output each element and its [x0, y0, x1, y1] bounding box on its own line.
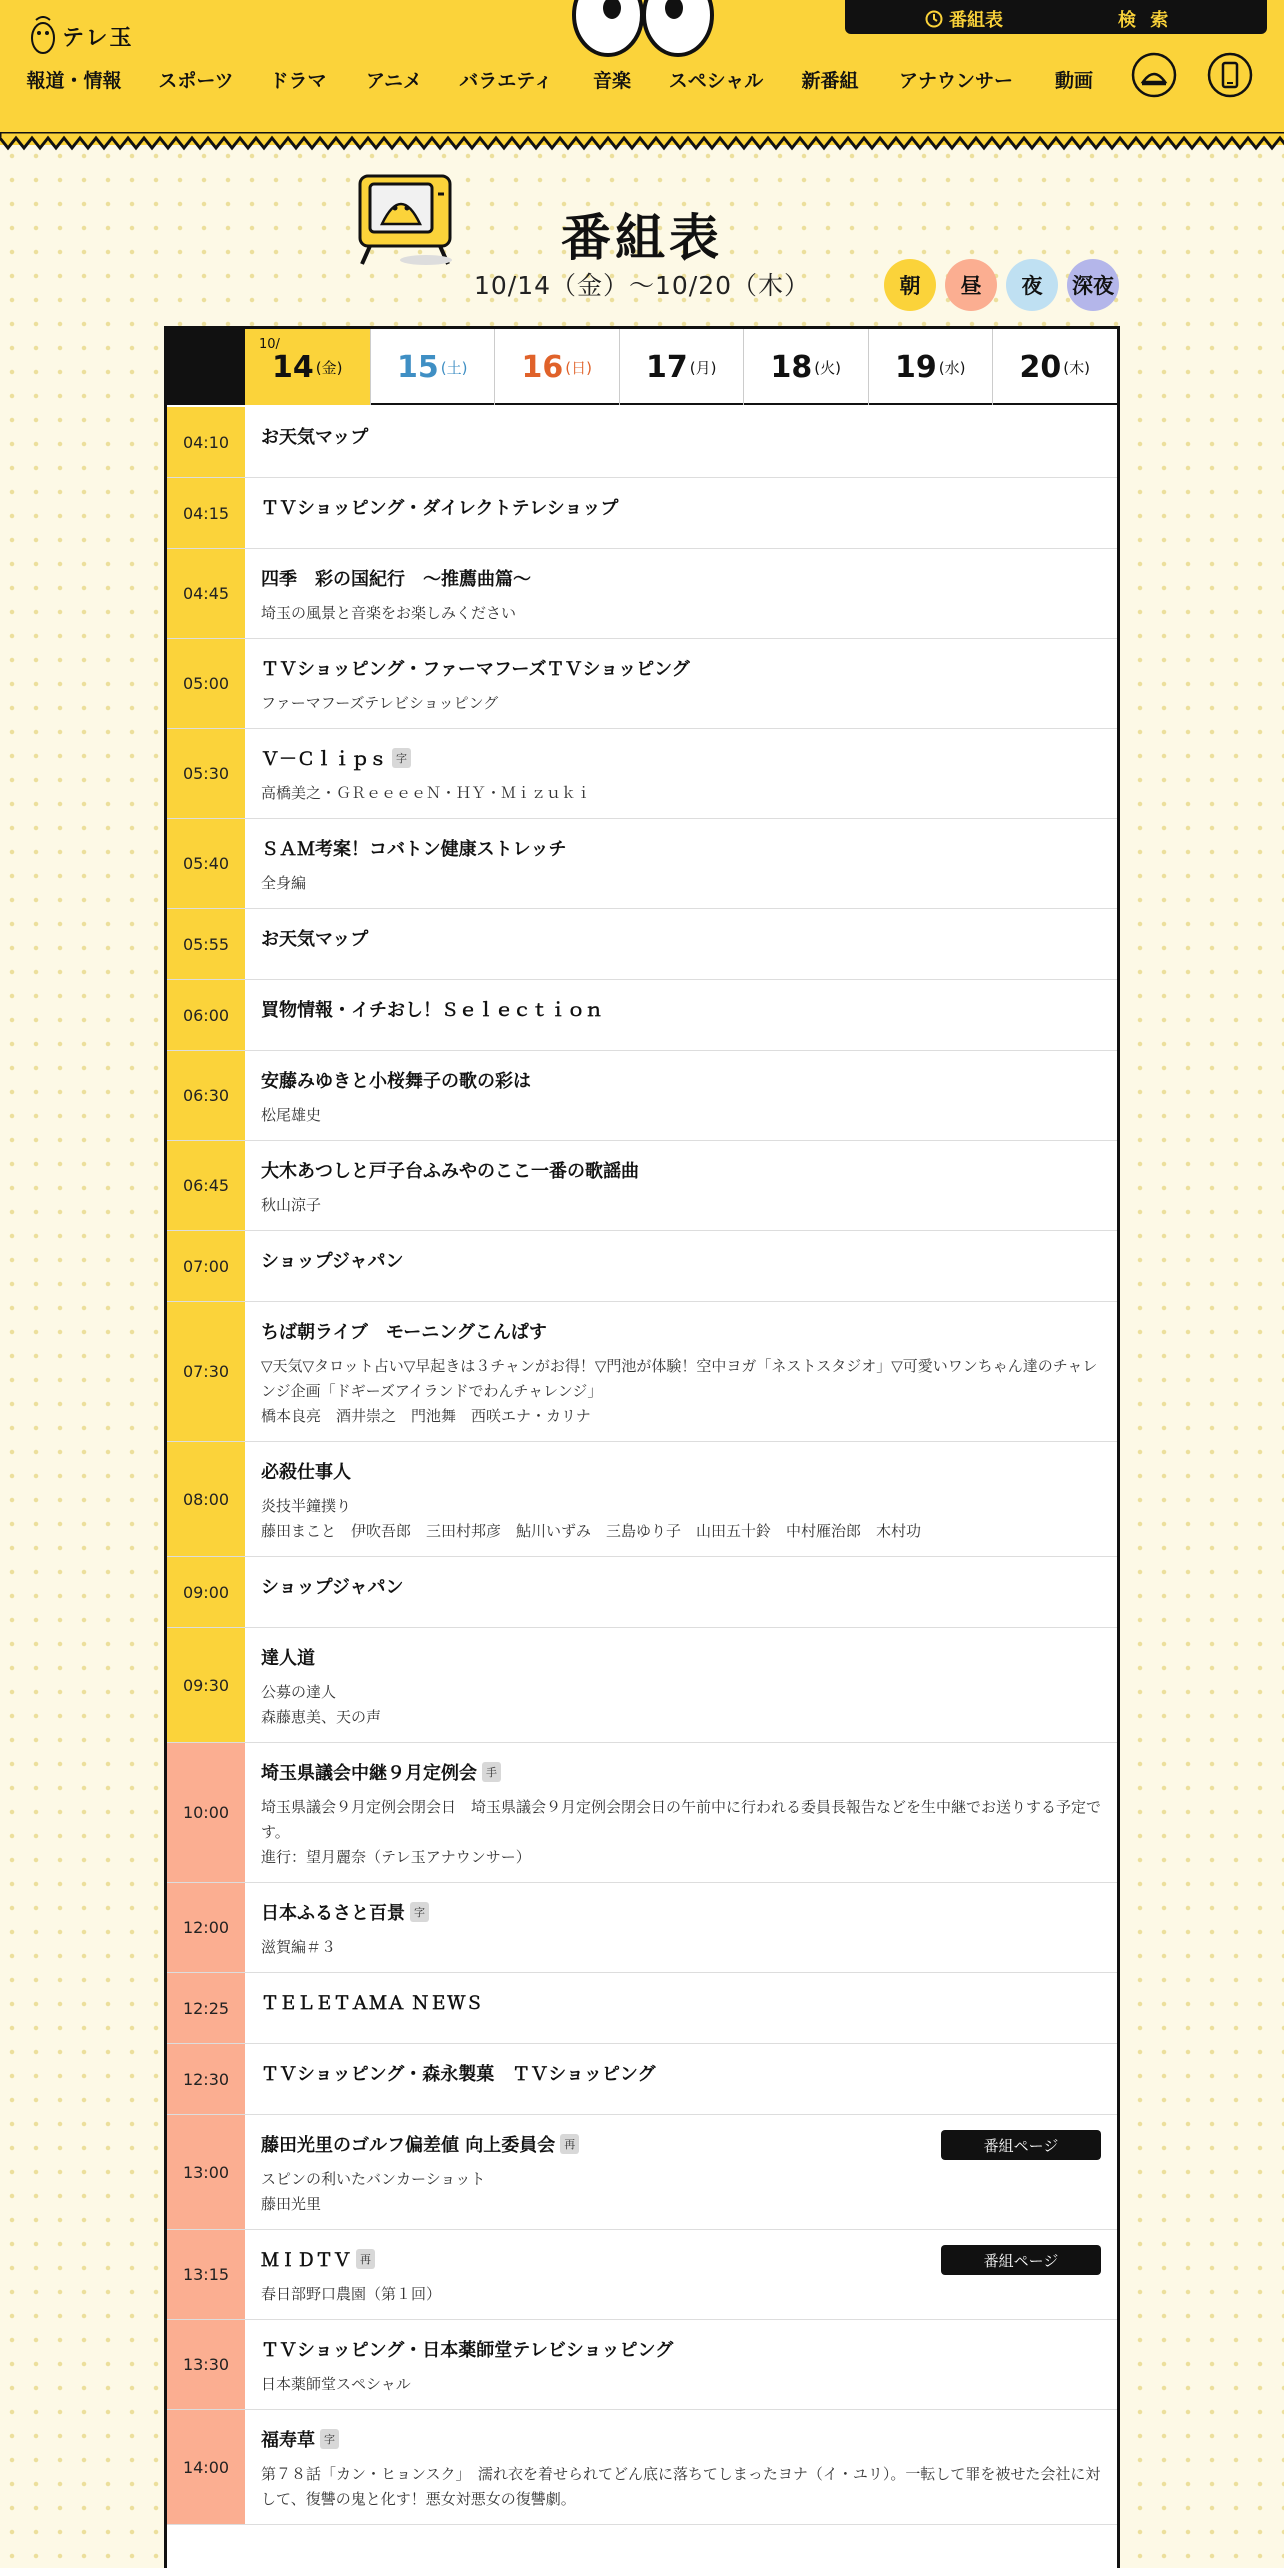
- day-tab-date: 14: [272, 349, 314, 385]
- program-row[interactable]: [167, 407, 1117, 478]
- program-info: [245, 2044, 1117, 2114]
- program-row[interactable]: [167, 1743, 1117, 1883]
- nav-item[interactable]: アナウンサー: [898, 70, 1014, 92]
- program-badge: 再: [560, 2134, 579, 2154]
- program-info: [245, 1883, 1117, 1972]
- day-tab[interactable]: [245, 329, 370, 405]
- program-title[interactable]: お天気マップ: [261, 929, 369, 950]
- day-tab[interactable]: [494, 329, 619, 405]
- program-time: 08:00: [167, 1442, 245, 1556]
- program-time: 05:55: [167, 909, 245, 979]
- program-description: [261, 691, 1101, 716]
- program-title[interactable]: 埼玉県議会中継９月定例会: [261, 1763, 477, 1784]
- program-title[interactable]: 達人道: [261, 1648, 315, 1669]
- page-title: 番組表: [561, 209, 723, 267]
- evening-filter-button[interactable]: [1006, 259, 1058, 311]
- program-time: 12:30: [167, 2044, 245, 2114]
- program-description: [261, 1193, 1101, 1218]
- program-description: [261, 601, 1101, 626]
- mascot-eyes-icon: [568, 0, 718, 60]
- nav-item[interactable]: スポーツ: [158, 70, 234, 92]
- program-time: 12:00: [167, 1883, 245, 1972]
- program-page-button[interactable]: 番組ページ: [941, 2245, 1101, 2275]
- day-tab-weekday: (木): [1063, 358, 1090, 377]
- program-row[interactable]: [167, 2320, 1117, 2410]
- program-row[interactable]: [167, 639, 1117, 729]
- program-time: 05:30: [167, 729, 245, 818]
- day-tab[interactable]: [743, 329, 868, 405]
- program-time: 04:10: [167, 407, 245, 477]
- program-title-line: [261, 1644, 1101, 1670]
- program-time: 07:00: [167, 1231, 245, 1301]
- program-title[interactable]: 大木あつしと戸子台ふみやのここ一番の歌謡曲: [261, 1161, 639, 1182]
- program-title-line: [261, 925, 1101, 951]
- program-description-line: 藤田まこと 伊吹吾郎 三田村邦彦 鮎川いずみ 三島ゆり子 山田五十鈴 中村雁治郎 木村功: [261, 1522, 922, 1540]
- day-tab-date: 19: [895, 349, 937, 385]
- program-row[interactable]: [167, 1231, 1117, 1302]
- program-row[interactable]: [167, 1141, 1117, 1231]
- program-row[interactable]: [167, 819, 1117, 909]
- program-info: [245, 2320, 1117, 2409]
- program-description-line: 橋本良亮 酒井崇之 門池舞 西咲エナ・カリナ: [261, 1407, 591, 1425]
- program-title[interactable]: 四季 彩の国紀行 ～推薦曲篇～: [261, 569, 531, 590]
- program-title[interactable]: ＳＡＭ考案！コバトン健康ストレッチ: [261, 839, 567, 860]
- program-title-line: [261, 996, 1101, 1022]
- logo-text: テレ玉: [62, 25, 134, 51]
- day-tabs: [167, 329, 1117, 405]
- program-title[interactable]: ＴＶショッピング・森永製菓 ＴＶショッピング: [261, 2064, 656, 2085]
- teletama-station-icon[interactable]: [1131, 52, 1177, 98]
- filter-label: 深夜: [1072, 274, 1114, 298]
- program-info: [245, 407, 1117, 477]
- program-description-line: 全身編: [261, 874, 307, 892]
- app-icon[interactable]: [1207, 52, 1253, 98]
- day-tab-weekday: (水): [938, 358, 966, 377]
- program-description: [261, 1795, 1101, 1870]
- program-description: [261, 781, 1101, 806]
- day-tab-month: 10/: [259, 337, 280, 352]
- program-title[interactable]: ＴＶショッピング・ファーマフーズＴＶショッピング: [261, 659, 690, 680]
- program-title[interactable]: ＴＶショッピング・ダイレクトテレショップ: [261, 498, 619, 519]
- program-info: [245, 1231, 1117, 1301]
- program-badge: 字: [392, 748, 411, 768]
- program-info: [245, 1743, 1117, 1882]
- program-info: [245, 1628, 1117, 1742]
- program-title[interactable]: 藤田光里のゴルフ偏差値 向上委員会: [261, 2135, 556, 2156]
- program-row[interactable]: [167, 478, 1117, 549]
- program-description-line: スピンの利いたバンカーショット: [261, 2170, 486, 2188]
- morning-filter-button[interactable]: [884, 259, 936, 311]
- program-description-line: ファーマフーズテレビショッピング: [261, 694, 499, 712]
- program-row[interactable]: [167, 1302, 1117, 1442]
- program-info: [245, 1051, 1117, 1140]
- program-info: [245, 2410, 1117, 2524]
- program-info: [245, 1973, 1117, 2043]
- program-description-line: 進行：望月麗奈（テレ玉アナウンサー）: [261, 1848, 531, 1866]
- program-description: [261, 2282, 1101, 2307]
- program-description: [261, 2372, 1101, 2397]
- program-info: [245, 1141, 1117, 1230]
- program-title[interactable]: Ｖ－Ｃｌｉｐｓ: [261, 749, 387, 770]
- main-nav: [0, 62, 1284, 102]
- program-row[interactable]: [167, 909, 1117, 980]
- program-title-line: [261, 2426, 1101, 2452]
- program-title-line: [261, 835, 1101, 861]
- program-title-line: [261, 1458, 1101, 1484]
- date-range: 10/14（金）〜10/20（木）: [473, 271, 811, 300]
- program-title[interactable]: ショップジャパン: [261, 1577, 404, 1598]
- program-row[interactable]: [167, 1557, 1117, 1628]
- program-description-line: 公募の達人: [261, 1683, 337, 1701]
- day-tab-weekday: (金): [315, 358, 343, 377]
- program-title[interactable]: ＴＥＬＥＴＡＭＡ ＮＥＷＳ: [261, 1993, 484, 2014]
- daytime-filter-button[interactable]: [945, 259, 997, 311]
- program-description-line: 森藤恵美、天の声: [261, 1708, 382, 1726]
- program-row[interactable]: [167, 980, 1117, 1051]
- day-tab[interactable]: [370, 329, 495, 405]
- program-title[interactable]: ＭＩＤＴＶ: [261, 2250, 351, 2271]
- program-schedule: [164, 326, 1120, 2568]
- program-time: 14:00: [167, 2410, 245, 2524]
- day-tab-weekday: (月): [689, 358, 717, 377]
- program-title-line: [261, 1067, 1101, 1093]
- program-row[interactable]: [167, 1628, 1117, 1743]
- program-time: 10:00: [167, 1743, 245, 1882]
- day-tab-date: 16: [521, 349, 564, 385]
- program-title-line: [261, 1318, 1101, 1344]
- nav-item[interactable]: バラエティ: [459, 70, 553, 92]
- program-description-line: ▽天気▽タロット占い▽早起きは３チャンがお得！▽門池が体験！空中ヨガ「ネストスタジオ」▽可愛いワンちゃん達のチャレンジ企画「ドギーズアイランドでわんチャレンジ」: [261, 1357, 1098, 1400]
- program-badge: 手: [482, 1762, 501, 1782]
- program-title-line: [261, 1157, 1101, 1183]
- program-title-line: [261, 1247, 1101, 1273]
- program-description-line: 松尾雄史: [261, 1106, 322, 1124]
- program-description-line: 炎技半鐘撲り: [261, 1497, 352, 1515]
- program-title-line: [261, 2060, 1101, 2086]
- program-row[interactable]: [167, 2044, 1117, 2115]
- program-info: [245, 980, 1117, 1050]
- program-row[interactable]: [167, 1442, 1117, 1557]
- program-time: 05:40: [167, 819, 245, 908]
- program-title-line: [261, 565, 1101, 591]
- program-page-button[interactable]: 番組ページ: [941, 2130, 1101, 2160]
- program-description-line: 日本薬師堂スペシャル: [261, 2375, 411, 2393]
- program-row[interactable]: [167, 1973, 1117, 2044]
- day-tab-weekday: (日): [565, 358, 592, 377]
- program-description: [261, 1935, 1101, 1960]
- program-row[interactable]: [167, 2230, 1117, 2320]
- program-title[interactable]: ショップジャパン: [261, 1251, 404, 1272]
- clock-icon: [925, 10, 943, 28]
- program-description: [261, 1680, 1101, 1730]
- program-title-line: [261, 494, 1101, 520]
- program-title[interactable]: 必殺仕事人: [261, 1462, 351, 1483]
- program-time: 07:30: [167, 1302, 245, 1441]
- header-zigzag-border: [0, 132, 1284, 152]
- program-time: 09:00: [167, 1557, 245, 1627]
- program-badge: 字: [410, 1902, 429, 1922]
- nav-item[interactable]: アニメ: [365, 70, 423, 92]
- day-tab-date: 18: [770, 349, 813, 385]
- day-tab[interactable]: [992, 329, 1117, 405]
- program-description-line: 第７８話「カン・ヒョンスク」 濡れ衣を着せられてどん底に落ちてしまったヨナ（イ・ユリ）。一転して罪を被せた会社に対して、復讐の鬼と化す！悪女対悪女の復讐劇。: [261, 2465, 1101, 2508]
- program-row[interactable]: [167, 2410, 1117, 2525]
- program-info: [245, 549, 1117, 638]
- program-guide-link[interactable]: [925, 6, 1003, 32]
- program-time: 06:00: [167, 980, 245, 1050]
- site-logo[interactable]: [30, 16, 134, 56]
- program-row[interactable]: [167, 1051, 1117, 1141]
- program-title[interactable]: ちば朝ライブ モーニングこんぱす: [261, 1322, 547, 1343]
- program-time: 13:15: [167, 2230, 245, 2319]
- nav-item[interactable]: 動画: [1054, 70, 1094, 92]
- day-tab-date: 17: [646, 349, 688, 385]
- late-night-filter-button[interactable]: [1067, 259, 1119, 311]
- program-badge: 字: [320, 2429, 339, 2449]
- program-time: 06:30: [167, 1051, 245, 1140]
- program-info: [245, 819, 1117, 908]
- nav-item[interactable]: 音楽: [592, 70, 632, 92]
- day-tab-weekday: (土): [440, 358, 468, 377]
- day-tab[interactable]: [868, 329, 993, 405]
- program-title[interactable]: ＴＶショッピング・日本薬師堂テレビショッピング: [261, 2340, 674, 2361]
- nav-item[interactable]: スペシャル: [668, 70, 764, 92]
- filter-label: 昼: [960, 274, 982, 298]
- program-time: 13:00: [167, 2115, 245, 2229]
- program-row[interactable]: [167, 729, 1117, 819]
- program-description: [261, 1354, 1101, 1429]
- program-description: [261, 1494, 1101, 1544]
- program-title-line: [261, 745, 1101, 771]
- program-guide-label: 番組表: [949, 10, 1003, 31]
- nav-item[interactable]: ドラマ: [269, 70, 327, 92]
- program-info: [245, 1442, 1117, 1556]
- program-title[interactable]: お天気マップ: [261, 427, 369, 448]
- program-time: 12:25: [167, 1973, 245, 2043]
- program-row[interactable]: [167, 549, 1117, 639]
- program-time: 06:45: [167, 1141, 245, 1230]
- program-description: [261, 871, 1101, 896]
- program-time: 04:45: [167, 549, 245, 638]
- program-description-line: 藤田光里: [261, 2195, 322, 2213]
- program-badge: 再: [356, 2249, 375, 2269]
- program-list: [167, 407, 1117, 2525]
- search-link[interactable]: 検 索: [1118, 10, 1173, 31]
- program-title[interactable]: 安藤みゆきと小桜舞子の歌の彩は: [261, 1071, 531, 1092]
- program-description: [261, 2462, 1101, 2512]
- program-info: [245, 1302, 1117, 1441]
- program-description-line: 滋賀編＃３: [261, 1938, 337, 1956]
- nav-item[interactable]: 報道・情報: [26, 70, 122, 92]
- program-title[interactable]: 福寿草: [261, 2430, 315, 2451]
- day-tabs-corner: [167, 329, 245, 405]
- program-description-line: 埼玉の風景と音楽をお楽しみください: [261, 604, 517, 622]
- program-time: 13:30: [167, 2320, 245, 2409]
- program-description: [261, 1103, 1101, 1128]
- program-info: [245, 1557, 1117, 1627]
- program-title-line: [261, 1759, 1101, 1785]
- program-time: 09:30: [167, 1628, 245, 1742]
- program-time: 05:00: [167, 639, 245, 728]
- program-row[interactable]: [167, 1883, 1117, 1973]
- program-description: [261, 2167, 1101, 2217]
- day-tab-date: 15: [397, 349, 439, 385]
- program-info: [245, 909, 1117, 979]
- program-title-line: [261, 1899, 1101, 1925]
- program-row[interactable]: [167, 2115, 1117, 2230]
- program-title-line: [261, 2336, 1101, 2362]
- site-header: [0, 0, 1284, 145]
- program-title-line: [261, 1573, 1101, 1599]
- program-info: [245, 639, 1117, 728]
- utility-bar: [845, 0, 1267, 34]
- mascot-logo-icon: [30, 16, 56, 56]
- day-tab-date: 20: [1019, 349, 1062, 385]
- filter-label: 夜: [1021, 274, 1043, 298]
- program-title-line: [261, 1989, 1101, 2015]
- program-info: [245, 729, 1117, 818]
- nav-item[interactable]: 新番組: [801, 70, 859, 92]
- program-title-line: [261, 655, 1101, 681]
- filter-label: 朝: [899, 274, 921, 298]
- program-description-line: 秋山涼子: [261, 1196, 322, 1214]
- program-time: 04:15: [167, 478, 245, 548]
- day-tab-weekday: (火): [814, 358, 841, 377]
- program-description-line: 春日部野口農園（第１回）: [261, 2285, 442, 2303]
- program-title[interactable]: 日本ふるさと百景: [261, 1903, 405, 1924]
- program-description-line: 高橋美之・ＧＲｅｅｅｅＮ・ＨＹ・Ｍｉｚｕｋｉ: [261, 784, 592, 802]
- program-info: [245, 478, 1117, 548]
- day-tab[interactable]: [619, 329, 744, 405]
- program-title[interactable]: 買物情報・イチおし！Ｓｅｌｅｃｔｉｏｎ: [261, 1000, 603, 1021]
- program-title-line: [261, 423, 1101, 449]
- program-description-line: 埼玉県議会９月定例会閉会日 埼玉県議会９月定例会閉会日の午前中に行われる委員長報告などを生中継でお送りする予定です。: [261, 1798, 1102, 1841]
